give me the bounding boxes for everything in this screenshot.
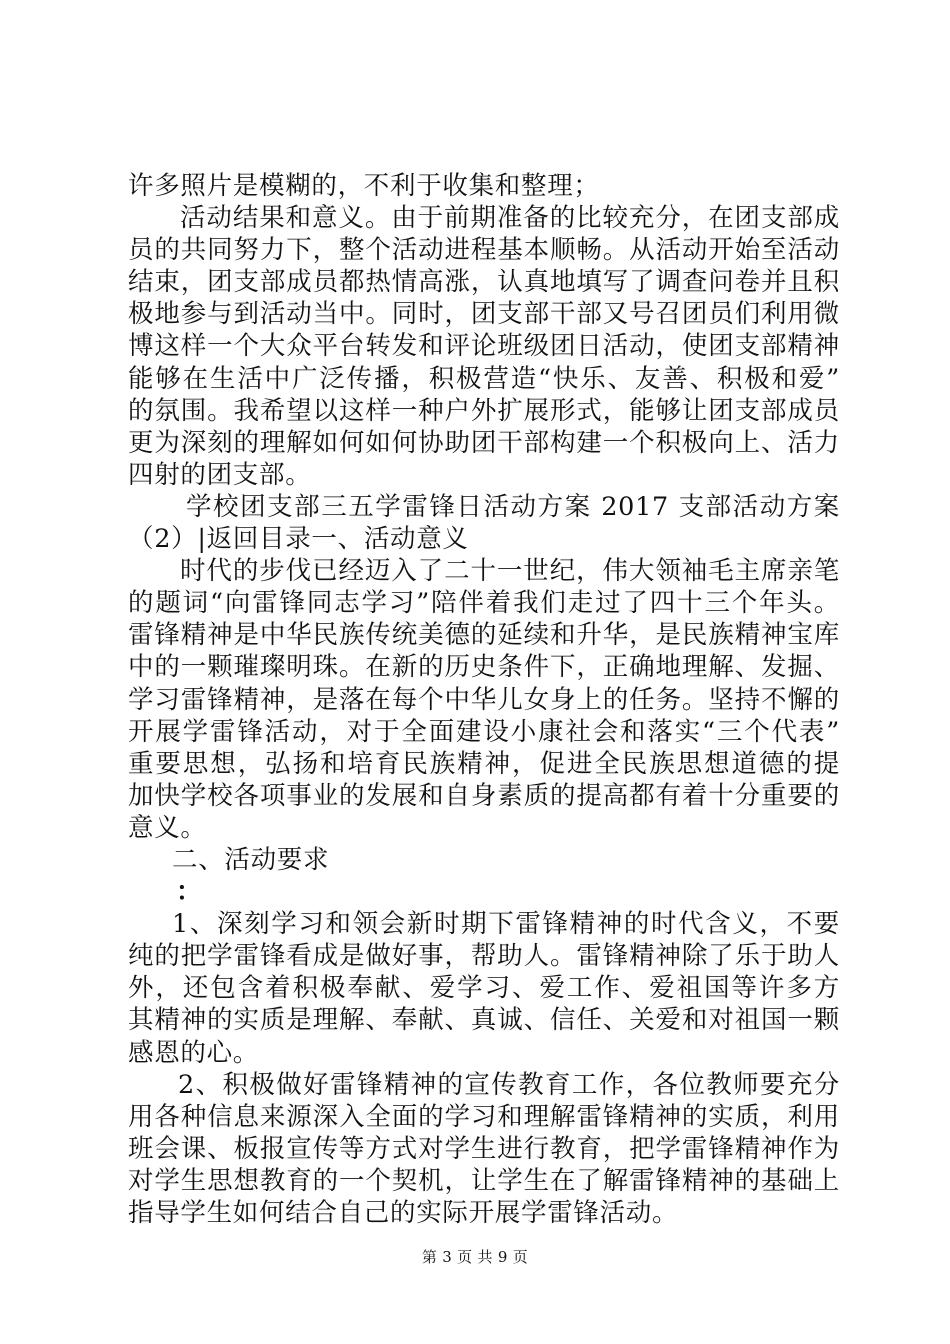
text-line: 能够在生活中广泛传播，积极营造“快乐、友善、积极和爱” <box>128 363 840 394</box>
text-line: 结束，团支部成员都热情高涨，认真地填写了调查问卷并且积 <box>128 267 840 298</box>
paragraph-start-line: 活动结果和意义。由于前期准备的比较充分，在团支部成 <box>180 203 840 234</box>
text-line: 加快学校各项事业的发展和自身素质的提高都有着十分重要的 <box>128 780 840 811</box>
text-line: 极地参与到活动当中。同时，团支部干部又号召团员们利用微 <box>128 299 840 330</box>
text-line: 的氛围。我希望以这样一种户外扩展形式，能够让团支部成员 <box>128 395 840 426</box>
text-line: 外，还包含着积极奉献、爱学习、爱工作、爱祖国等许多方 <box>128 973 840 1004</box>
text-line: 博这样一个大众平台转发和评论班级团日活动，使团支部精神 <box>128 331 840 362</box>
paragraph-start-line: 2、积极做好雷锋精神的宣传教育工作，各位教师要充分 <box>178 1069 840 1100</box>
text-line: 其精神的实质是理解、奉献、真诚、信任、关爱和对祖国一颗 <box>128 1005 840 1036</box>
text-line: 指导学生如何结合自己的实际开展学雷锋活动。 <box>128 1198 679 1228</box>
text-line: 中的一颗璀璨明珠。在新的历史条件下，正确地理解、发掘、 <box>128 652 840 683</box>
text-line: 的题词“向雷锋同志学习”陪伴着我们走过了四十三个年头。 <box>128 588 840 619</box>
text-line: 重要思想，弘扬和培育民族精神，促进全民族思想道德的提 <box>128 748 840 779</box>
text-line: 开展学雷锋活动，对于全面建设小康社会和落实“三个代表” <box>128 716 840 747</box>
text-line: 感恩的心。 <box>128 1037 260 1068</box>
text-line: 纯的把学雷锋看成是做好事，帮助人。雷锋精神除了乐于助人 <box>128 941 840 972</box>
text-line: 雷锋精神是中华民族传统美德的延续和升华，是民族精神宝库 <box>128 620 840 651</box>
text-line: 员的共同努力下，整个活动进程基本顺畅。从活动开始至活动 <box>128 235 840 266</box>
text-line: 对学生思想教育的一个契机，让学生在了解雷锋精神的基础上 <box>128 1165 840 1196</box>
colon-line: ： <box>176 877 203 908</box>
text-line: 意义。 <box>128 812 207 843</box>
text-line: 用各种信息来源深入全面的学习和理解雷锋精神的实质，利用 <box>128 1101 840 1132</box>
page-number-footer: 第 3 页 共 9 页 <box>421 1248 529 1266</box>
text-line: 许多照片是模糊的，不利于收集和整理； <box>128 171 600 201</box>
paragraph-start-line: 时代的步伐已经迈入了二十一世纪，伟大领袖毛主席亲笔 <box>180 556 840 587</box>
document-body <box>128 170 840 1229</box>
text-line: 班会课、板报宣传等方式对学生进行教育，把学雷锋精神作为 <box>128 1133 840 1164</box>
paragraph-start-line: 1、深刻学习和领会新时期下雷锋精神的时代含义，不要 <box>172 909 840 940</box>
text-line: 学习雷锋精神，是落在每个中华儿女身上的任务。坚持不懈的 <box>128 684 840 715</box>
section-heading-line: 学校团支部三五学雷锋日活动方案 2017 支部活动方案 <box>186 491 840 522</box>
section-heading-line: （2）|返回目录一、活动意义 <box>128 524 469 555</box>
section-heading: 二、活动要求 <box>172 844 330 875</box>
text-line: 四射的团支部。 <box>128 459 312 490</box>
text-line: 更为深刻的理解如何如何协助团干部构建一个积极向上、活力 <box>128 427 840 458</box>
